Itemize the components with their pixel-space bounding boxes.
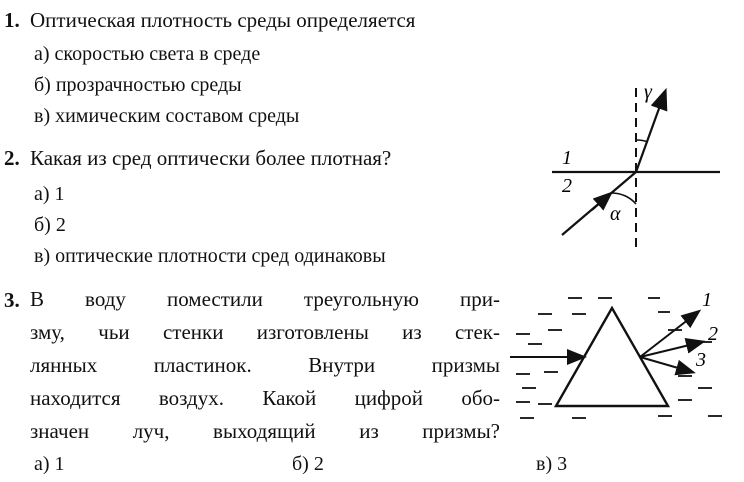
q3-text [30,283,500,448]
q3-line-5: значен луч, выходящий из призмы? [30,419,500,443]
angle-gamma-arc [636,140,648,142]
q3-line-3: лянных пластинок. Внутри призмы [30,353,500,377]
q3-option-c: в) 3 [536,453,568,475]
medium-1-label: 1 [562,147,572,169]
ray-3-label: 3 [696,349,706,371]
q1-option-c: в) химическим составом среды [34,105,300,127]
gamma-label: γ [644,81,652,103]
q3-number: 3. [4,288,20,312]
q3-line-2: зму, чьи стенки изготовлены из стек- [30,320,500,344]
q3-line-1: В воду поместили треугольную при- [30,287,500,311]
q1-text: Оптическая плотность среды определяется [30,8,416,32]
ray-2-label: 2 [708,323,718,345]
q3-option-b: б) 2 [292,453,324,475]
q3-option-a: а) 1 [34,453,65,475]
q1-number: 1. [4,8,20,32]
q3-line-4: находится воздух. Какой цифрой обо- [30,386,500,410]
q1-option-b: б) прозрачностью среды [34,74,242,96]
q1-option-a: а) скоростью света в среде [34,43,261,65]
refracted-ray [636,92,665,172]
q2-option-b: б) 2 [34,214,66,236]
refraction-diagram [540,80,730,260]
q2-number: 2. [4,146,20,170]
incident-ray-arrow [592,194,610,210]
ray-1-label: 1 [702,289,712,311]
prism-diagram [508,284,738,434]
alpha-label: α [610,203,621,225]
q2-option-c: в) оптические плотности сред одинаковы [34,245,386,267]
q2-option-a: а) 1 [34,183,65,205]
q2-text: Какая из сред оптически более плотная? [30,146,392,170]
medium-2-label: 2 [562,175,572,197]
